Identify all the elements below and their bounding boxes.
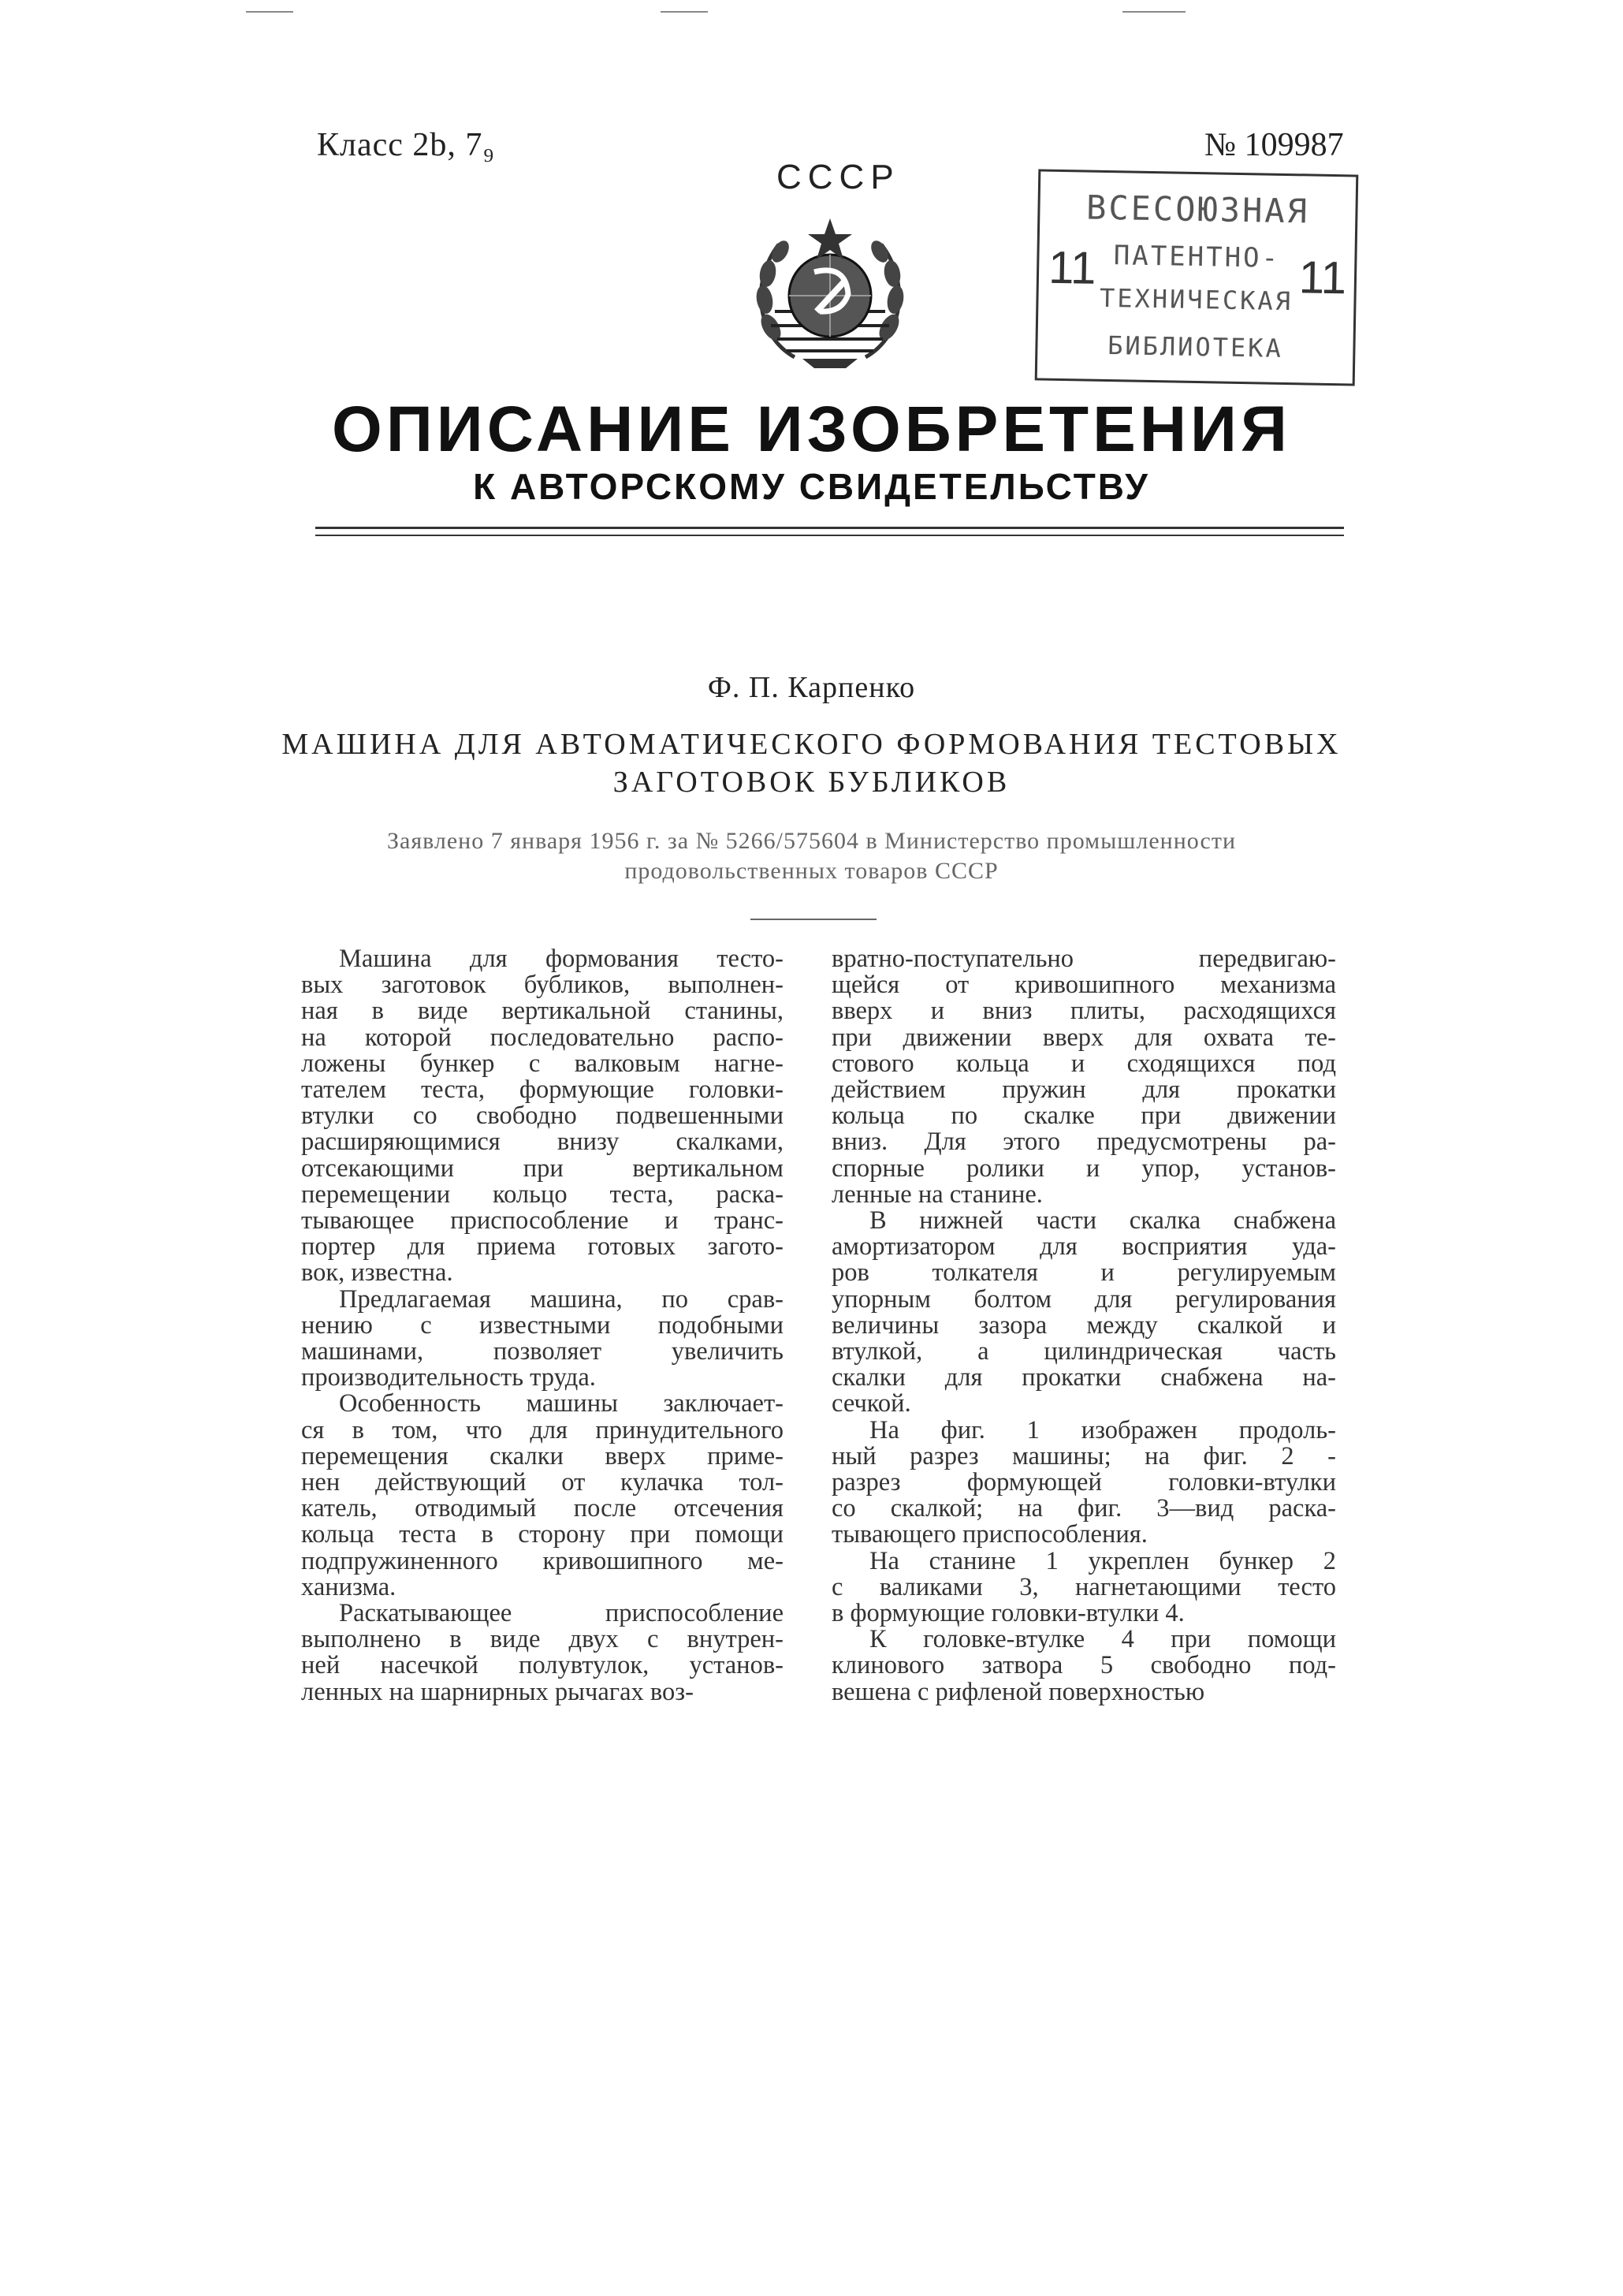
stamp-line-3: ТЕХНИЧЕСКАЯ: [1099, 282, 1294, 317]
body-text-line: Машина для формования тесто-: [339, 945, 784, 973]
body-text-line: при движении вверх для охвата те-: [832, 1023, 1336, 1052]
body-text-line: ложены бункер с валковым нагне-: [301, 1049, 784, 1078]
body-text-line: вратно-поступательно передвигаю-: [832, 945, 1336, 973]
body-text-line: вых заготовок бубликов, выполнен-: [301, 971, 784, 1000]
invention-title-line-2: ЗАГОТОВОК БУБЛИКОВ: [612, 766, 1011, 799]
country-label: СССР: [776, 158, 900, 196]
body-text-line: На станине 1 укреплен бункер 2: [869, 1546, 1336, 1575]
ussr-state-emblem-icon: [747, 217, 913, 378]
classification: Класс 2b, 7₉: [317, 127, 496, 163]
body-column-right: [832, 946, 1336, 1705]
body-text-line: ленных на шарнирных рычагах воз-: [301, 1677, 694, 1706]
body-text-line: производительность труда.: [301, 1363, 596, 1392]
stamp-line-1: ВСЕСОЮЗНАЯ: [1085, 188, 1310, 231]
body-text-line: амортизатором для восприятия уда-: [832, 1232, 1336, 1262]
body-text-line: кольца по скалке при движении: [832, 1101, 1336, 1131]
body-text-line: ный разрез машины; на фиг. 2 -: [832, 1441, 1336, 1470]
body-text-line: машинами, позволяет увеличить: [301, 1337, 784, 1366]
body-text-line: Особенность машины заключает-: [339, 1389, 784, 1418]
body-text-line: сечкой.: [832, 1389, 911, 1418]
filing-info-line-2: продовольственных товаров СССР: [624, 858, 999, 884]
stamp-line-2: ПАТЕНТНО-: [1113, 240, 1281, 274]
body-text-line: ханизма.: [301, 1572, 396, 1601]
section-separator: [750, 919, 877, 920]
body-text-line: тывающего приспособления.: [832, 1520, 1148, 1549]
body-text-line: втулки со свободно подвешенными: [301, 1101, 784, 1131]
author-name: Ф. П. Карпенко: [707, 671, 916, 704]
body-text-line: с валиками 3, нагнетающими тесто: [832, 1572, 1336, 1601]
body-text-line: портер для приема готовых загото-: [301, 1232, 784, 1262]
body-text-line: упорным болтом для регулирования: [832, 1284, 1336, 1314]
body-text-line: К головке-втулке 4 при помощи: [869, 1625, 1336, 1654]
body-text-line: на которой последовательно распо-: [301, 1023, 784, 1052]
body-text-line: ленные на станине.: [832, 1180, 1043, 1209]
body-text-line: втулкой, а цилиндрическая часть: [832, 1337, 1336, 1366]
body-text-line: подпружиненного кривошипного ме-: [301, 1546, 784, 1575]
stamp-right-mark: 11: [1298, 252, 1347, 304]
body-text-line: кольца теста в сторону при помощи: [301, 1520, 784, 1549]
body-text-line: со скалкой; на фиг. 3—вид раска-: [832, 1494, 1336, 1523]
body-text-line: Предлагаемая машина, по срав-: [339, 1284, 784, 1314]
body-column-left: [301, 946, 784, 1705]
scan-artifact-line: [661, 11, 708, 13]
body-text-line: спорные ролики и упор, установ-: [832, 1154, 1336, 1183]
body-text-line: отсекающими при вертикальном: [301, 1154, 784, 1183]
body-text-line: в формующие головки-втулки 4.: [832, 1599, 1185, 1628]
body-text-line: тателем теста, формующие головки-: [301, 1075, 784, 1105]
body-text-line: скалки для прокатки снабжена на-: [832, 1363, 1336, 1392]
body-text-line: ней насечкой полувтулок, установ-: [301, 1651, 784, 1680]
body-text-line: В нижней части скалка снабжена: [869, 1206, 1336, 1236]
patent-number: № 109987: [1204, 127, 1344, 163]
body-text-line: щейся от кривошипного механизма: [832, 971, 1336, 1000]
body-text-line: разрез формующей головки-втулки: [832, 1468, 1336, 1497]
body-text-line: ная в виде вертикальной станины,: [301, 997, 784, 1026]
library-stamp: [1035, 169, 1359, 386]
body-text-line: расширяющимися внизу скалками,: [301, 1128, 784, 1157]
body-text-line: катель, отводимый после отсечения: [301, 1494, 784, 1523]
title-divider-bottom: [315, 535, 1344, 536]
body-text-line: вок, известна.: [301, 1258, 453, 1288]
body-text-line: вешена с рифленой поверхностью: [832, 1677, 1205, 1706]
body-text-line: величины зазора между скалкой и: [832, 1310, 1336, 1340]
body-text-line: ров толкателя и регулируемым: [832, 1258, 1336, 1288]
body-text-line: тывающее приспособление и транс-: [301, 1206, 784, 1236]
title-divider-top: [315, 527, 1344, 529]
body-text-line: На фиг. 1 изображен продоль-: [869, 1415, 1336, 1444]
scan-artifact-line: [1122, 11, 1186, 13]
body-text-line: действием пружин для прокатки: [832, 1075, 1336, 1105]
scan-artifact-line: [246, 11, 293, 13]
body-text-line: выполнено в виде двух с внутрен-: [301, 1625, 784, 1654]
body-text-line: нен действующий от кулачка тол-: [301, 1468, 784, 1497]
filing-info-line-1: Заявлено 7 января 1956 г. за № 5266/575604 в Министерство промышленности: [386, 828, 1236, 854]
stamp-left-mark: 11: [1048, 241, 1096, 294]
body-text-line: вверх и вниз плиты, расходящихся: [832, 997, 1336, 1026]
body-text-line: вниз. Для этого предусмотрены ра-: [832, 1128, 1336, 1157]
body-text-line: Раскатывающее приспособление: [339, 1599, 784, 1628]
body-text-line: клинового затвора 5 свободно под-: [832, 1651, 1336, 1680]
stamp-line-4: БИБЛИОТЕКА: [1107, 330, 1284, 363]
invention-title-line-1: МАШИНА ДЛЯ АВТОМАТИЧЕСКОГО ФОРМОВАНИЯ ТЕСТОВЫХ: [281, 728, 1342, 761]
body-text-line: ся в том, что для принудительного: [301, 1415, 784, 1444]
body-text-line: перемещения скалки вверх приме-: [301, 1441, 784, 1470]
document-subtitle: К АВТОРСКОМУ СВИДЕТЕЛЬСТВУ: [473, 466, 1150, 507]
body-text-line: перемещении кольцо теста, раска-: [301, 1180, 784, 1209]
body-text-line: стового кольца и сходящихся под: [832, 1049, 1336, 1078]
body-text-line: нению с известными подобными: [301, 1310, 784, 1340]
document-title: ОПИСАНИЕ ИЗОБРЕТЕНИЯ: [332, 393, 1291, 465]
